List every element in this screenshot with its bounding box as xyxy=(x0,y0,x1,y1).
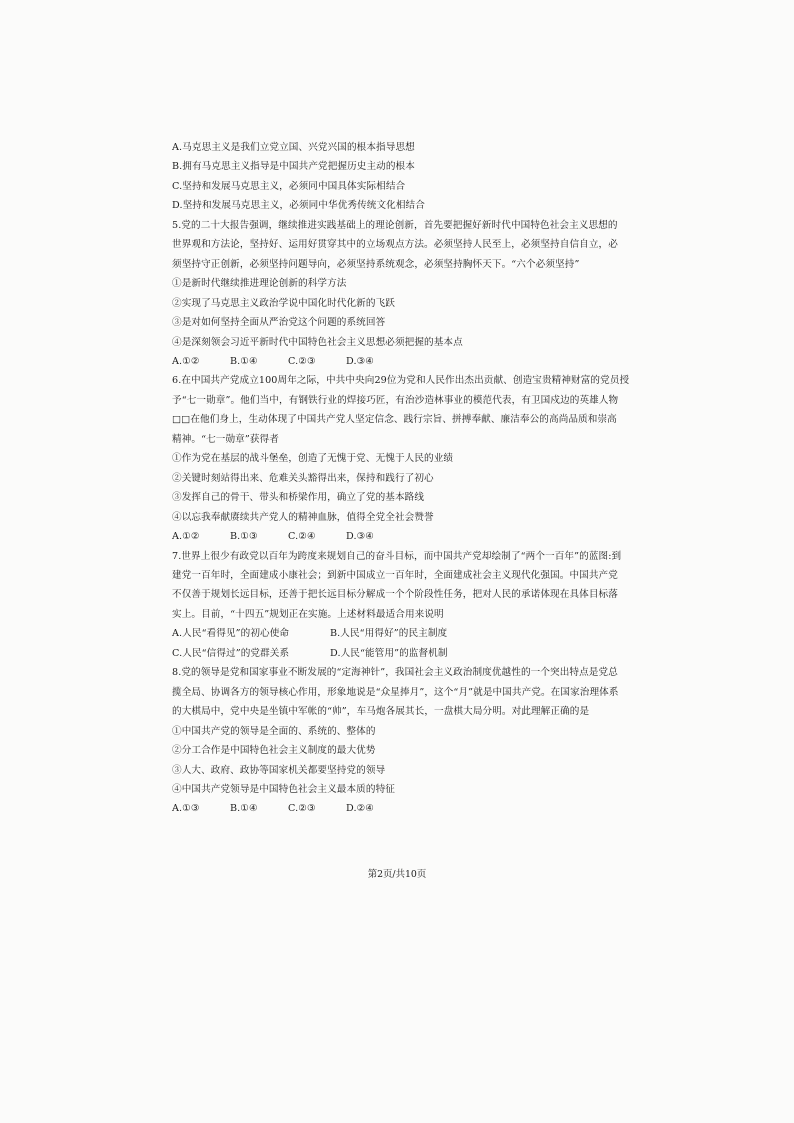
q5-option-a: A.①② xyxy=(172,355,200,367)
q4-options xyxy=(172,138,622,216)
q6-item-1: ①作为党在基层的战斗堡垒，创造了无愧于党、无愧于人民的业绩 xyxy=(172,453,454,465)
q4-option-c: C.坚持和发展马克思主义，必须同中国具体实际相结合 xyxy=(172,180,406,192)
q7-option-d: D.人民“能管用”的监督机制 xyxy=(330,647,448,659)
q6-item-3: ③发挥自己的骨干、带头和桥梁作用，确立了党的基本路线 xyxy=(172,492,425,504)
q7-options-row-2 xyxy=(172,644,622,663)
q6-options xyxy=(172,527,622,546)
q4-option-b: B.拥有马克思主义指导是中国共产党把握历史主动的根本 xyxy=(172,161,415,173)
q6-stem-line: 6.在中国共产党成立100周年之际，中共中央向29位为党和人民作出杰出贡献、创造宝贵精神财富的党员授 xyxy=(172,375,630,387)
q5-item-1: ①是新时代继续推进理论创新的科学方法 xyxy=(172,278,347,290)
q6-stem-line: 精神。“七一勋章”获得者 xyxy=(172,433,279,445)
q8-item-2: ②分工合作是中国特色社会主义制度的最大优势 xyxy=(172,745,376,757)
q8-item-4: ④中国共产党领导是中国特色社会主义最本质的特征 xyxy=(172,783,395,795)
q6-stem-line: □□在他们身上，生动体现了中国共产党人坚定信念、践行宗旨、拼搏奉献、廉洁奉公的高尚品质和崇高 xyxy=(172,414,617,426)
q5-option-b: B.①④ xyxy=(230,355,258,367)
q7-option-a: A.人民“看得见”的初心使命 xyxy=(172,628,290,640)
question-content xyxy=(172,138,630,819)
q6-item-4: ④以忘我奉献赓续共产党人的精神血脉，值得全党全社会赞誉 xyxy=(172,511,434,523)
q7-stem-line: 建党一百年时，全面建成小康社会；到新中国成立一百年时，全面建成社会主义现代化强国。中国共产党 xyxy=(172,569,618,581)
q5-options xyxy=(172,352,622,371)
q5-item-3: ③是对如何坚持全面从严治党这个问题的系统回答 xyxy=(172,317,386,329)
q6-option-c: C.②④ xyxy=(288,531,316,543)
q7-option-b: B.人民“用得好”的民主制度 xyxy=(330,628,448,640)
q6-item-2: ②关键时刻站得出来、危难关头豁得出来，保持和践行了初心 xyxy=(172,472,434,484)
q5-item-2: ②实现了马克思主义政治学说中国化时代化新的飞跃 xyxy=(172,297,395,309)
question-5 xyxy=(172,216,622,372)
question-8 xyxy=(172,663,622,819)
q5-stem-line: 须坚持守正创新，必须坚持问题导向，必须坚持系统观念，必须坚持胸怀天下。“六个必须坚持” xyxy=(172,258,580,270)
q8-option-c: C.②③ xyxy=(288,803,316,815)
q7-stem-line: 7.世界上很少有政党以百年为跨度来规划自己的奋斗目标，而中国共产党却绘制了“两个一百年”的蓝图:到 xyxy=(172,550,622,562)
q4-option-a: A.马克思主义是我们立党立国、兴党兴国的根本指导思想 xyxy=(172,142,415,153)
q8-stem-line: 8.党的领导是党和国家事业不断发展的“定海神针”，我国社会主义政治制度优越性的一个突出特点是党总 xyxy=(172,667,618,679)
q8-stem-line: 的大棋局中，党中央是坐镇中军帐的“帅”，车马炮各展其长，一盘棋大局分明。对此理解正确的是 xyxy=(172,706,590,718)
question-7 xyxy=(172,547,622,664)
q6-stem-line: 予“七一勋章”。他们当中，有钢铁行业的焊接巧匠，有治沙造林事业的模范代表，有卫国戍边的英雄人物 xyxy=(172,394,619,406)
q8-item-1: ①中国共产党的领导是全面的、系统的、整体的 xyxy=(172,725,376,737)
q6-option-b: B.①③ xyxy=(230,531,258,543)
q4-option-d: D.坚持和发展马克思主义，必须同中华优秀传统文化相结合 xyxy=(172,200,425,212)
q7-stem-line: 不仅善于规划长远目标，还善于把长远目标分解成一个个阶段性任务，把对人民的承诺体现在具体目标落 xyxy=(172,589,618,601)
q7-stem-line: 实上。目前，“十四五”规划正在实施。上述材料最适合用来说明 xyxy=(172,608,444,620)
q5-option-c: C.②③ xyxy=(288,355,316,367)
q5-option-d: D.③④ xyxy=(346,355,375,367)
q8-option-d: D.②④ xyxy=(346,803,375,815)
page-number: 第2页/共10页 xyxy=(367,869,427,880)
question-6 xyxy=(172,371,630,546)
q8-item-3: ③人大、政府、政协等国家机关都要坚持党的领导 xyxy=(172,764,386,776)
q8-options xyxy=(172,799,622,818)
q8-stem-line: 揽全局、协调各方的领导核心作用，形象地说是“众星捧月”，这个“月”就是中国共产党。在国家治理体系 xyxy=(172,686,619,698)
q8-option-b: B.①④ xyxy=(230,803,258,815)
q5-item-4: ④是深刻领会习近平新时代中国特色社会主义思想必须把握的基本点 xyxy=(172,336,463,348)
q6-option-d: D.③④ xyxy=(346,531,375,543)
q7-option-c: C.人民“信得过”的党群关系 xyxy=(172,647,290,659)
q7-options-row-1 xyxy=(172,624,622,643)
q6-option-a: A.①② xyxy=(172,531,200,543)
q8-option-a: A.①③ xyxy=(172,803,200,815)
q5-stem-line: 世界观和方法论，坚持好、运用好贯穿其中的立场观点方法。必须坚持人民至上，必须坚持自信自立，必 xyxy=(172,239,618,251)
q5-stem-line: 5.党的二十大报告强调，继续推进实践基础上的理论创新，首先要把握好新时代中国特色社会主义思想的 xyxy=(172,219,618,231)
